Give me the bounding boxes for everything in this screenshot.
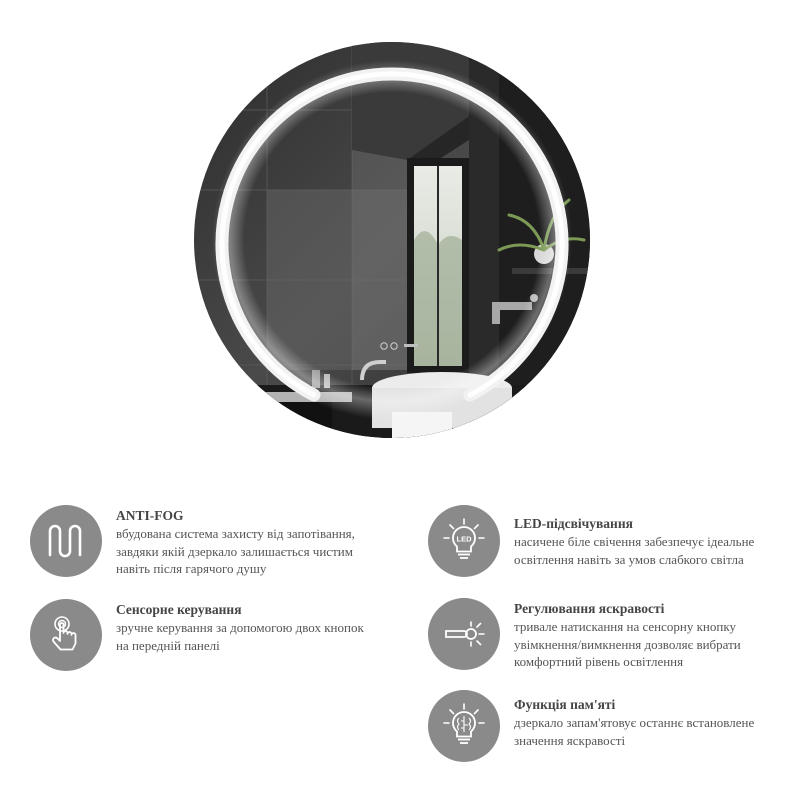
- feature-description: дзеркало запам'ятовує останнє встановлене значення яскравості: [514, 715, 755, 748]
- brain-bulb-icon: [428, 690, 500, 762]
- feature-brightness-control: [428, 598, 741, 671]
- touch-hand-icon: [30, 599, 102, 671]
- feature-touch-control: [30, 599, 364, 671]
- feature-description: вбудована система захисту від запотівання, завдяки якій дзеркало залишається чистим навіть після гарячого душу: [116, 526, 355, 576]
- mirror-illustration: [192, 40, 592, 440]
- heating-coil-icon: [30, 505, 102, 577]
- feature-title: ANTI-FOG: [116, 508, 184, 523]
- feature-title: Регулювання яскравості: [514, 601, 665, 616]
- led-icon-label: LED: [456, 534, 472, 544]
- feature-anti-fog: [30, 505, 355, 578]
- feature-description: насичене біле свічення забезпечує ідеальне освітлення навіть за умов слабкого світла: [514, 534, 755, 567]
- feature-title: Функція пам'яті: [514, 697, 616, 712]
- feature-led-backlight: [428, 505, 754, 577]
- feature-description: зручне керування за допомогою двох кнопок на передній панелі: [116, 620, 364, 653]
- feature-title: LED-підсвічування: [514, 516, 633, 531]
- led-bulb-icon: [428, 505, 500, 577]
- feature-description: тривале натискання на сенсорну кнопку увімкнення/вимкнення дозволяє вибрати комфортний рівень освітлення: [514, 619, 741, 669]
- feature-memory-function: [428, 690, 754, 762]
- dimmer-lamp-icon: [428, 598, 500, 670]
- feature-title: Сенсорне керування: [116, 602, 242, 617]
- round-led-mirror: [192, 40, 592, 440]
